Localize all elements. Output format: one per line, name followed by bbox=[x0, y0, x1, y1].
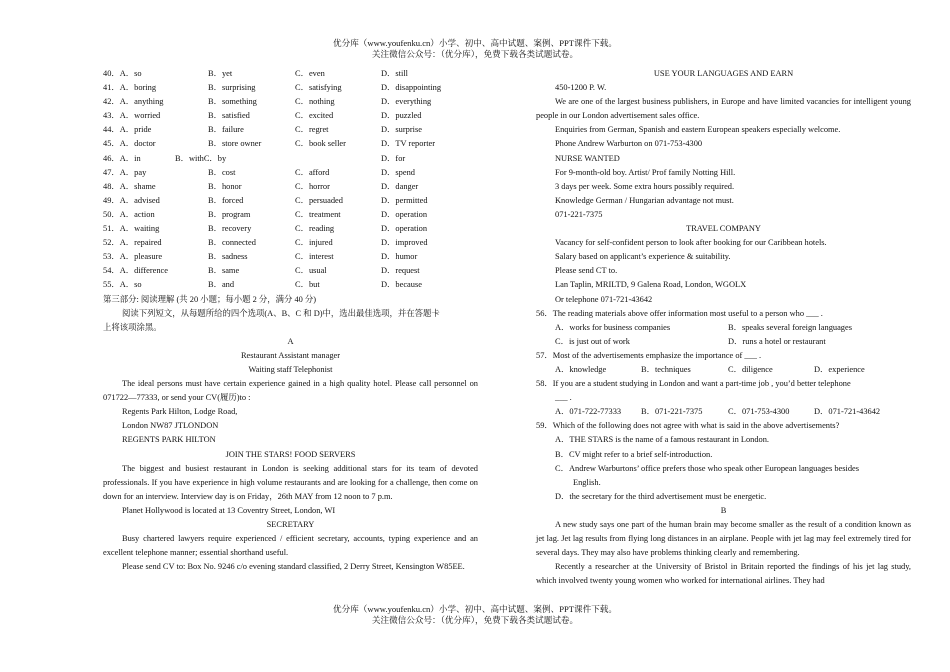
page-header bbox=[0, 38, 950, 60]
cloze-option-num: 53．A．pleasure bbox=[103, 252, 163, 262]
q59-option-c-continued: English. bbox=[573, 477, 601, 487]
question-58-continued: ___ . bbox=[555, 393, 572, 403]
cloze-option-b: B．cost bbox=[208, 167, 236, 177]
cloze-row bbox=[103, 109, 478, 123]
ad2-location: Planet Hollywood is located at 13 Coventry Street, London, WI bbox=[122, 505, 336, 515]
ad4-body: We are one of the largest business publishers, in Europe and have limited vacancies for intelligent young people in our London advertisement sales office. bbox=[536, 97, 911, 121]
cloze-option-b: B．forced bbox=[208, 195, 244, 205]
cloze-option-b: B．and bbox=[208, 280, 235, 290]
ad1-address-3: REGENTS PARK HILTON bbox=[122, 435, 216, 445]
cloze-option-b: B．surprising bbox=[208, 83, 256, 93]
passage-b-paragraph-1: A new study says one part of the human brain may become smaller as the result of a condition known as jet lag. Jet lag results from flying long distances in an airplane. People with jet lag may feel extremely tired for several days. They may also have problems thinking clearly and remembering. bbox=[536, 520, 911, 558]
cloze-option-num: 49．A．advised bbox=[103, 195, 160, 205]
page-footer bbox=[0, 604, 950, 626]
q58-option-c: C．071-753-4300 bbox=[728, 407, 790, 417]
q57-option-c: C．diligence bbox=[728, 364, 773, 374]
cloze-option-d: D．request bbox=[381, 266, 420, 276]
cloze-option-c: C．regret bbox=[295, 125, 329, 135]
cloze-option-d: D．danger bbox=[381, 181, 419, 191]
q57-option-d: D．experience bbox=[814, 364, 865, 374]
part3-instruction-1: 阅读下列短文，从每题所给的四个选项(A、B、C 和 D)中，选出最佳选项，并在答题卡 bbox=[122, 308, 440, 318]
cloze-option-b: B．satisfied bbox=[208, 111, 250, 121]
question-56-options-row-1 bbox=[536, 321, 911, 335]
cloze-option-num: 51．A．waiting bbox=[103, 224, 160, 234]
ad5-phone: 071-221-7375 bbox=[555, 209, 603, 219]
q58-option-b: B．071-221-7375 bbox=[641, 407, 703, 417]
cloze-row bbox=[103, 166, 478, 180]
ad1-title-2: Waiting staff Telephonist bbox=[248, 364, 333, 374]
cloze-option-num: 46．A．in bbox=[103, 153, 141, 163]
q58-option-a: A．071-722-77333 bbox=[555, 407, 622, 417]
question-57: 57．Most of the advertisements emphasize the importance of ___ . bbox=[536, 350, 762, 360]
q56-option-d: D．runs a hotel or restaurant bbox=[728, 336, 826, 346]
cloze-option-c: C．nothing bbox=[295, 97, 335, 107]
question-59: 59．Which of the following does not agree with what is said in the above advertisements? bbox=[536, 421, 840, 431]
cloze-option-num: 55．A．so bbox=[103, 280, 142, 290]
ad3-body: Busy chartered lawyers require experienced / efficient secretary, accounts, typing experience and an excellent telephone manner; essential shorthand useful. bbox=[103, 534, 478, 558]
cloze-option-num: 43．A．worried bbox=[103, 111, 161, 121]
question-58: 58．If you are a student studying in London and want a part-time job , you’d better telephone bbox=[536, 379, 851, 389]
ad4-title: USE YOUR LANGUAGES AND EARN bbox=[653, 69, 794, 78]
ad1-address-2: London NW87 JTLONDON bbox=[122, 421, 219, 431]
question-57-options bbox=[536, 363, 911, 377]
passage-b-label: B bbox=[720, 505, 727, 515]
cloze-option-b: B．recovery bbox=[208, 224, 252, 234]
question-58-options bbox=[536, 405, 911, 419]
cloze-option-c: C．excited bbox=[295, 111, 334, 121]
cloze-option-d: D．TV reporter bbox=[381, 139, 436, 149]
footer-line-1: 优分库（www.youfenku.cn）小学、初中、高中试题、案例、PPT课件下载。 bbox=[333, 604, 617, 614]
ad6-line-4: Lan Taplin, MRILTD, 9 Galena Road, London, WGOLX bbox=[555, 280, 747, 290]
cloze-option-d: D．improved bbox=[381, 238, 428, 248]
cloze-option-num: 52．A．repaired bbox=[103, 238, 162, 248]
cloze-option-num: 45．A．doctor bbox=[103, 139, 156, 149]
cloze-option-b: B．withC．by bbox=[175, 153, 227, 163]
passage-a-label: A bbox=[287, 336, 294, 346]
cloze-option-num: 44．A．pride bbox=[103, 125, 152, 135]
cloze-option-num: 42．A．anything bbox=[103, 97, 164, 107]
part3-instruction-2: 上将该项涂黑。 bbox=[103, 322, 162, 332]
cloze-option-b: B．yet bbox=[208, 69, 233, 78]
cloze-option-num: 40．A．so bbox=[103, 69, 142, 78]
cloze-option-c: C．persuaded bbox=[295, 195, 343, 205]
cloze-option-d: D．operation bbox=[381, 224, 428, 234]
left-column bbox=[103, 67, 478, 574]
cloze-options-list bbox=[103, 67, 478, 293]
cloze-row bbox=[103, 95, 478, 109]
cloze-option-b: B．connected bbox=[208, 238, 256, 248]
q59-option-d: D．the secretary for the third advertisement must be energetic. bbox=[555, 491, 767, 501]
cloze-option-b: B．honor bbox=[208, 181, 242, 191]
cloze-option-c: C．interest bbox=[295, 252, 334, 262]
ad6-line-5: Or telephone 071-721-43642 bbox=[555, 294, 653, 304]
cloze-row bbox=[103, 222, 478, 236]
ad3-send: Please send CV to: Box No. 9246 c/o evening standard classified, 2 Derry Street, Kensington W85EE. bbox=[122, 562, 465, 572]
cloze-option-d: D．everything bbox=[381, 97, 432, 107]
cloze-row bbox=[103, 278, 478, 292]
q58-option-d: D．071-721-43642 bbox=[814, 407, 881, 417]
cloze-row bbox=[103, 194, 478, 208]
cloze-option-num: 54．A．difference bbox=[103, 266, 168, 276]
cloze-row bbox=[103, 152, 478, 166]
cloze-option-d: D．permitted bbox=[381, 195, 428, 205]
cloze-option-d: D．puzzled bbox=[381, 111, 422, 121]
ad1-title-1: Restaurant Assistant manager bbox=[240, 350, 341, 360]
q57-option-a: A．knowledge bbox=[555, 364, 607, 374]
ad6-title: TRAVEL COMPANY bbox=[686, 224, 761, 234]
footer-line-2: 关注微信公众号：（优分库），免费下载各类试题试卷。 bbox=[371, 615, 579, 625]
ad6-line-3: Please send CT to. bbox=[555, 266, 618, 276]
cloze-option-num: 50．A．action bbox=[103, 209, 155, 219]
cloze-option-num: 41．A．boring bbox=[103, 83, 157, 93]
cloze-option-c: C．injured bbox=[295, 238, 333, 248]
q59-option-c: C．Andrew Warburtons’ office prefers those who speak other European languages besides bbox=[555, 463, 859, 473]
ad1-body: The ideal persons must have certain experience gained in a high quality hotel. Please call personnel on 071722—77333, or send your CV(履历)to : bbox=[103, 379, 478, 403]
part3-heading: 第三部分: 阅读理解 (共 20 小题；每小题 2 分，满分 40 分) bbox=[103, 294, 317, 304]
ad6-line-1: Vacancy for self-confident person to look after booking for our Caribbean hotels. bbox=[555, 238, 827, 248]
cloze-option-d: D．operation bbox=[381, 209, 428, 219]
q56-option-a: A．works for business companies bbox=[555, 322, 671, 332]
ad2-title: JOIN THE STARS! FOOD SERVERS bbox=[225, 449, 356, 459]
cloze-option-d: D．spend bbox=[381, 167, 415, 177]
cloze-row bbox=[103, 180, 478, 194]
q57-option-b: B．techniques bbox=[641, 364, 691, 374]
cloze-option-c: C．afford bbox=[295, 167, 330, 177]
cloze-row bbox=[103, 123, 478, 137]
cloze-option-b: B．store owner bbox=[208, 139, 262, 149]
question-56-options-row-2 bbox=[536, 335, 911, 349]
ad3-title: SECRETARY bbox=[266, 520, 315, 529]
ad1-address-1: Regents Park Hilton, Lodge Road, bbox=[122, 407, 238, 417]
cloze-option-b: B．sadness bbox=[208, 252, 248, 262]
cloze-option-d: D．for bbox=[381, 153, 406, 163]
question-56: 56．The reading materials above offer information most useful to a person who ___ . bbox=[536, 308, 823, 318]
cloze-option-c: C．usual bbox=[295, 266, 327, 276]
right-column bbox=[536, 67, 911, 588]
q59-option-a: A．THE STARS is the name of a famous restaurant in London. bbox=[555, 435, 770, 445]
cloze-row bbox=[103, 67, 478, 81]
cloze-row bbox=[103, 81, 478, 95]
ad2-body: The biggest and busiest restaurant in London is seeking additional stars for its team of devoted professionals. If you have experience in high volume restaurants and are looking for a challenge, then come on down for an interview. Interview day is on Friday，26th MAY from 12 noon to 7 p.m. bbox=[103, 463, 478, 501]
cloze-option-c: C．book seller bbox=[295, 139, 346, 149]
cloze-row bbox=[103, 236, 478, 250]
q59-option-b: B．CV might refer to a brief self-introduction. bbox=[555, 449, 713, 459]
cloze-option-c: C．even bbox=[295, 69, 325, 78]
cloze-option-d: D．because bbox=[381, 280, 422, 290]
cloze-row bbox=[103, 264, 478, 278]
cloze-row bbox=[103, 208, 478, 222]
cloze-option-d: D．disappointing bbox=[381, 83, 442, 93]
ad5-title: NURSE WANTED bbox=[555, 153, 620, 163]
q56-option-c: C．is just out of work bbox=[555, 336, 630, 346]
cloze-row bbox=[103, 250, 478, 264]
cloze-option-b: B．program bbox=[208, 209, 251, 219]
cloze-option-c: C．but bbox=[295, 280, 320, 290]
cloze-option-b: B．same bbox=[208, 266, 240, 276]
header-line-1: 优分库（www.youfenku.cn）小学、初中、高中试题、案例、PPT课件下载。 bbox=[333, 38, 617, 48]
cloze-option-num: 47．A．pay bbox=[103, 167, 147, 177]
ad4-salary: 450-1200 P. W. bbox=[555, 83, 607, 93]
ad5-line-3: Knowledge German / Hungarian advantage not must. bbox=[555, 195, 734, 205]
passage-b-paragraph-2: Recently a researcher at the University of Bristol in Britain reported the findings of his jet lag study, which involved twenty young women who worked for international airlines. They had bbox=[536, 562, 911, 586]
ad5-line-2: 3 days per week. Some extra hours possibly required. bbox=[555, 181, 735, 191]
cloze-option-c: C．treatment bbox=[295, 209, 341, 219]
cloze-option-c: C．reading bbox=[295, 224, 335, 234]
cloze-option-c: C．satisfying bbox=[295, 83, 342, 93]
ad6-line-2: Salary based on applicant’s experience & suitability. bbox=[555, 252, 731, 262]
cloze-option-num: 48．A．shame bbox=[103, 181, 156, 191]
cloze-option-d: D．still bbox=[381, 69, 408, 78]
q56-option-b: B．speaks several foreign languages bbox=[728, 322, 852, 332]
cloze-option-b: B．failure bbox=[208, 125, 244, 135]
cloze-option-d: D．humor bbox=[381, 252, 418, 262]
header-line-2: 关注微信公众号：（优分库），免费下载各类试题试卷。 bbox=[371, 49, 579, 59]
cloze-row bbox=[103, 137, 478, 151]
cloze-option-c: C．horror bbox=[295, 181, 330, 191]
cloze-option-b: B．something bbox=[208, 97, 257, 107]
ad4-enquiries: Enquiries from German, Spanish and eastern European speakers especially welcome. bbox=[555, 125, 841, 135]
cloze-option-d: D．surprise bbox=[381, 125, 422, 135]
ad5-line-1: For 9-month-old boy. Artist/ Prof family Notting Hill. bbox=[555, 167, 736, 177]
ad4-phone: Phone Andrew Warburton on 071-753-4300 bbox=[555, 139, 703, 149]
